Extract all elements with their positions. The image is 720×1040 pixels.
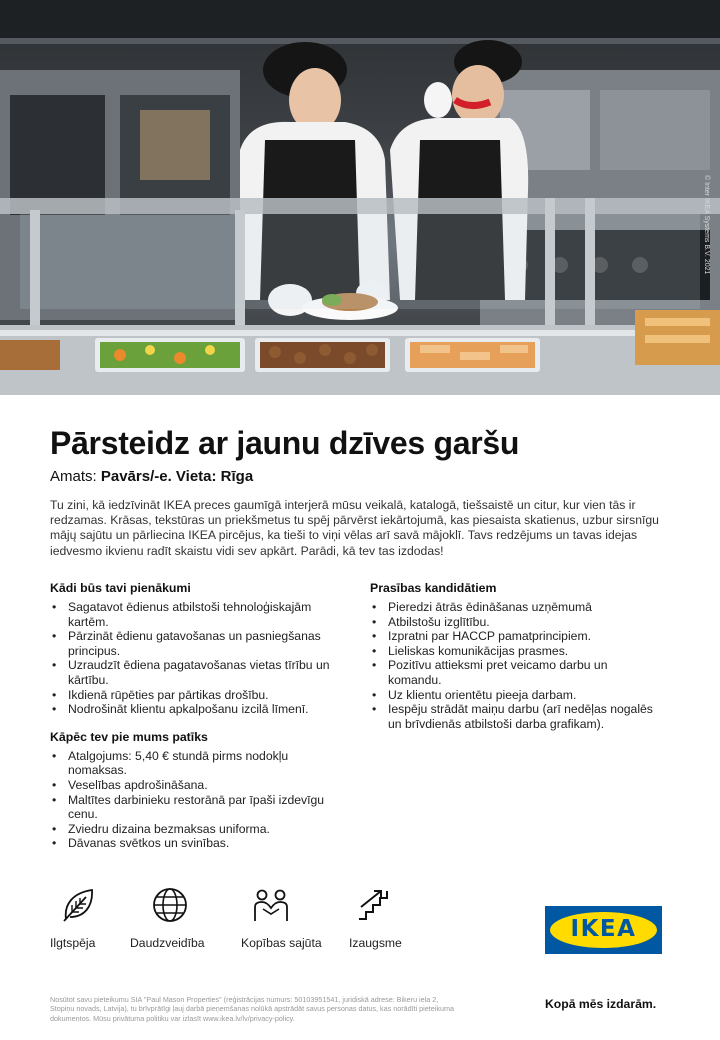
location-label: Vieta: [175, 468, 217, 485]
position-value: Pavārs/-e. [100, 468, 172, 485]
privacy-disclaimer: Nosūtot savu pieteikumu SIA "Paul Mason Properties" (reģistrācijas numurs: 50103951541, juridiskā adrese: Bikeru iela 2, Stopiņu novads, Latvija), tu brīvprātīgi ļauj darbā pieņemšanas nolūkā apstrādāt savus personas datus, kas norādīti pieteikuma dokumentos. Mūsu privātuma politiku var izlasīt www.ikea.lv/lv/privacy-policy. [50, 995, 454, 1023]
list-item: • Maltītes darbinieku restorānā par īpaši izdevīgu cenu. [50, 793, 340, 822]
left-column [50, 581, 340, 851]
job-meta [50, 468, 253, 485]
right-column [370, 581, 660, 731]
copyright-text: © Inter IKEA Systems B.V. 2021 [703, 175, 710, 275]
tagline: Kopā mēs izdarām. [545, 997, 657, 1011]
list-item: • Veselības apdrošināšana. [50, 778, 340, 793]
list-item: • Uzraudzīt ēdiena pagatavošanas vietas tīrību un kārtību. [50, 658, 340, 687]
list-item: • Uz klientu orientētu pieeja darbam. [370, 688, 660, 703]
leaf-icon [58, 885, 98, 925]
hero-kitchen-illustration [0, 0, 720, 395]
list-item: • Pārzināt ēdienu gatavošanas un pasniegšanas principus. [50, 629, 340, 658]
requirements-list [370, 600, 660, 731]
value-label: Kopības sajūta [241, 936, 322, 950]
people-icon [251, 885, 291, 925]
benefits-list [50, 749, 340, 851]
value-label: Izaugsme [349, 936, 402, 950]
list-item: • Sagatavot ēdienus atbilstoši tehnoloģiskajām kartēm. [50, 600, 340, 629]
globe-icon [150, 885, 190, 925]
location-value: Rīga [220, 468, 254, 485]
value-label: Ilgtspēja [50, 936, 96, 950]
hero-photo [0, 0, 720, 395]
duties-title: Kādi būs tavi pienākumi [50, 581, 191, 595]
benefits-title: Kāpēc tev pie mums patīks [50, 729, 208, 744]
list-item: • Ikdienā rūpēties par pārtikas drošību. [50, 688, 340, 703]
ikea-logo [545, 906, 662, 954]
photo-copyright [700, 175, 712, 295]
list-item: • Pieredzi ātrās ēdināšanas uzņēmumā [370, 600, 660, 615]
list-item: • Zviedru dizaina bezmaksas uniforma. [50, 822, 340, 837]
list-item: • Atalgojums: 5,40 € stundā pirms nodokļu nomaksas. [50, 749, 340, 778]
list-item: • Dāvanas svētkos un svinības. [50, 836, 340, 851]
duties-list [50, 600, 340, 717]
list-item: • Iespēju strādāt maiņu darbu (arī nedēļas nogalēs un brīvdienās atbilstoši darba grafikam). [370, 702, 660, 731]
position-label: Amats: [50, 468, 97, 485]
list-item: • Nodrošināt klientu apkalpošanu izcilā līmenī. [50, 702, 340, 717]
stairs-icon [355, 885, 395, 925]
list-item: • Lieliskas komunikācijas prasmes. [370, 644, 660, 659]
intro-paragraph: Tu zini, kā iedzīvināt IKEA preces gaumīgā interjerā mūsu veikalā, katalogā, tiešsaistē un citur, kur vien tās ir redzamas. Krāsas, tekstūras un priekšmetus tu spēj pārvērst iekārtojumā, kas piesaista skatienus, uzbur sirsnīgu mājų sajūtu un pārliecina IKEA pircējus, ka tieši to viņi vēlas arī savā mājoklī. Tavs redzējums un tavas idejas iedvesmo ikvienu radīt skaistu vidi sev apkārt. Parādi, kā tev tas izdodas! [50, 498, 659, 558]
value-label: Daudzveidība [130, 936, 205, 950]
list-item: • Pozitīvu attieksmi pret veicamo darbu un komandu. [370, 658, 660, 687]
list-item: • Izpratni par HACCP pamatprincipiem. [370, 629, 660, 644]
page-title: Pārsteidz ar jaunu dzīves garšu [50, 425, 520, 461]
logo-wordmark: IKEA [570, 916, 637, 942]
list-item: • Atbilstošu izglītību. [370, 615, 660, 630]
requirements-title: Prasības kandidātiem [370, 581, 497, 595]
